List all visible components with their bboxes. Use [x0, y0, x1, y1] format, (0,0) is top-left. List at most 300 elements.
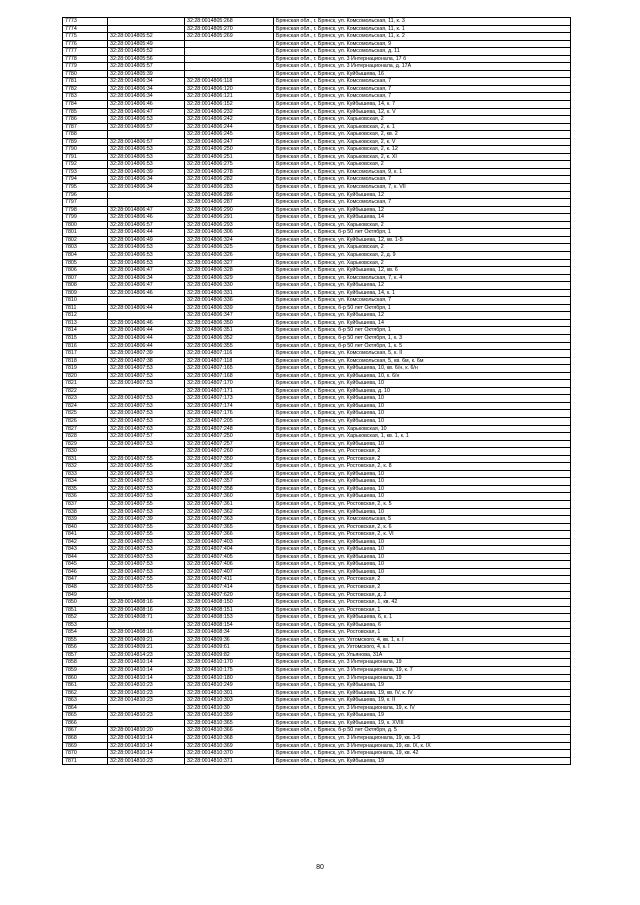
- row-number-cell: 7807: [63, 274, 108, 282]
- object-number-cell: 32:28:0014807:205: [185, 417, 274, 425]
- table-row: [63, 538, 571, 546]
- parcel-number-cell: [108, 131, 185, 139]
- row-number-cell: 7801: [63, 229, 108, 237]
- table-row: [63, 327, 571, 335]
- row-number-cell: 7844: [63, 553, 108, 561]
- address-cell: Брянская обл., г. Брянск, ул. Куйбышева, 6, к. 1: [274, 614, 571, 622]
- table-row: [63, 387, 571, 395]
- object-number-cell: 32:28:0014809:82: [185, 651, 274, 659]
- object-number-cell: 32:28:0014809:36: [185, 636, 274, 644]
- parcel-number-cell: 32:28:0014807:53: [108, 365, 185, 373]
- parcel-number-cell: 32:28:0014807:53: [108, 470, 185, 478]
- address-cell: Брянская обл., г. Брянск, ул. Ростовская, 2, к. 6: [274, 523, 571, 531]
- row-number-cell: 7862: [63, 689, 108, 697]
- row-number-cell: 7788: [63, 131, 108, 139]
- table-row: [63, 342, 571, 350]
- object-number-cell: 32:28:0014806:306: [185, 229, 274, 237]
- parcel-number-cell: 32:28:0014806:44: [108, 229, 185, 237]
- row-number-cell: 7811: [63, 304, 108, 312]
- table-row: [63, 267, 571, 275]
- address-cell: Брянская обл., г. Брянск, ул. 3 Интернационала, 17 б: [274, 55, 571, 63]
- row-number-cell: 7835: [63, 485, 108, 493]
- row-number-cell: 7864: [63, 704, 108, 712]
- row-number-cell: 7860: [63, 674, 108, 682]
- object-number-cell: 32:28:0014806:287: [185, 199, 274, 207]
- parcel-number-cell: 32:28:0014806:34: [108, 176, 185, 184]
- table-row: [63, 485, 571, 493]
- address-cell: Брянская обл., г. Брянск, ул. Комсомольская, 9: [274, 40, 571, 48]
- table-row: [63, 319, 571, 327]
- row-number-cell: 7815: [63, 334, 108, 342]
- parcel-number-cell: 32:28:0014806:57: [108, 138, 185, 146]
- object-number-cell: 32:28:0014807:116: [185, 350, 274, 358]
- object-number-cell: 32:28:0014810:368: [185, 734, 274, 742]
- parcel-number-cell: 32:28:0014806:47: [108, 206, 185, 214]
- object-number-cell: 32:28:0014806:291: [185, 214, 274, 222]
- address-cell: Брянская обл., г. Брянск, ул. 3 Интернационала, д. 17А: [274, 63, 571, 71]
- object-number-cell: 32:28:0014807:248: [185, 425, 274, 433]
- row-number-cell: 7831: [63, 455, 108, 463]
- parcel-number-cell: 32:28:0014806:53: [108, 161, 185, 169]
- row-number-cell: 7777: [63, 48, 108, 56]
- row-number-cell: 7781: [63, 78, 108, 86]
- row-number-cell: 7817: [63, 350, 108, 358]
- parcel-number-cell: 32:28:0014807:53: [108, 508, 185, 516]
- table-row: [63, 244, 571, 252]
- table-row: [63, 372, 571, 380]
- row-number-cell: 7824: [63, 402, 108, 410]
- table-row: [63, 116, 571, 124]
- row-number-cell: 7797: [63, 199, 108, 207]
- address-cell: Брянская обл., г. Брянск, ул. Харьковская, 2, к. 12: [274, 146, 571, 154]
- parcel-number-cell: 32:28:0014810:14: [108, 742, 185, 750]
- address-cell: Брянская обл., г. Брянск, ул. Ростовская, 2: [274, 448, 571, 456]
- object-number-cell: 32:28:0014807:352: [185, 463, 274, 471]
- row-number-cell: 7786: [63, 116, 108, 124]
- row-number-cell: 7839: [63, 516, 108, 524]
- parcel-number-cell: 32:28:0014806:53: [108, 259, 185, 267]
- object-number-cell: 32:28:0014810:303: [185, 697, 274, 705]
- address-cell: Брянская обл., г. Брянск, ул. Куйбышева, 12: [274, 206, 571, 214]
- row-number-cell: 7829: [63, 440, 108, 448]
- address-cell: Брянская обл., г. Брянск, ул. Харьковская, 2, д. 9: [274, 251, 571, 259]
- object-number-cell: 32:28:0014806:120: [185, 85, 274, 93]
- parcel-number-cell: 32:28:0014806:47: [108, 282, 185, 290]
- parcel-number-cell: [108, 199, 185, 207]
- table-row: [63, 221, 571, 229]
- object-number-cell: 32:28:0014810:366: [185, 727, 274, 735]
- table-row: [63, 682, 571, 690]
- parcel-number-cell: 32:28:0014810:23: [108, 712, 185, 720]
- table-row: [63, 410, 571, 418]
- parcel-number-cell: 32:28:0014810:14: [108, 659, 185, 667]
- address-cell: Брянская обл., г. Брянск, ул. Харьковская, 2: [274, 221, 571, 229]
- parcel-number-cell: 32:28:0014807:63: [108, 425, 185, 433]
- row-number-cell: 7848: [63, 584, 108, 592]
- object-number-cell: 32:28:0014807:350: [185, 455, 274, 463]
- table-row: [63, 750, 571, 758]
- parcel-number-cell: 32:28:0014809:21: [108, 636, 185, 644]
- parcel-number-cell: [108, 297, 185, 305]
- table-row: [63, 599, 571, 607]
- table-row: [63, 455, 571, 463]
- address-cell: Брянская обл., г. Брянск, ул. Куйбышева, 16: [274, 70, 571, 78]
- table-row: [63, 697, 571, 705]
- parcel-number-cell: 32:28:0014806:46: [108, 289, 185, 297]
- object-number-cell: 32:28:0014807:356: [185, 470, 274, 478]
- address-cell: Брянская обл., г. Брянск, ул. Ульянова, 31А: [274, 651, 571, 659]
- row-number-cell: 7810: [63, 297, 108, 305]
- object-number-cell: 32:28:0014806:152: [185, 101, 274, 109]
- parcel-number-cell: 32:28:0014810:23: [108, 682, 185, 690]
- object-number-cell: 32:28:0014810:359: [185, 712, 274, 720]
- address-cell: Брянская обл., г. Брянск, ул. Куйбышева, 10: [274, 538, 571, 546]
- row-number-cell: 7773: [63, 18, 108, 26]
- address-cell: Брянская обл., г. Брянск, ул. Куйбышева, 6: [274, 621, 571, 629]
- row-number-cell: 7778: [63, 55, 108, 63]
- address-cell: Брянская обл., г. Брянск, ул. Комсомольская, 11, к. 2: [274, 33, 571, 41]
- row-number-cell: 7870: [63, 750, 108, 758]
- address-cell: Брянская обл., г. Брянск, б-р 50 лет Октября, 1, к. 5: [274, 342, 571, 350]
- address-cell: Брянская обл., г. Брянск, ул. Комсомольская, 7: [274, 78, 571, 86]
- parcel-number-cell: 32:28:0014806:53: [108, 244, 185, 252]
- object-number-cell: 32:28:0014807:176: [185, 410, 274, 418]
- address-cell: Брянская обл., г. Брянск, ул. Куйбышева, 10: [274, 568, 571, 576]
- table-row: [63, 176, 571, 184]
- row-number-cell: 7841: [63, 531, 108, 539]
- parcel-number-cell: 32:28:0014807:55: [108, 523, 185, 531]
- parcel-number-cell: 32:28:0014808:16: [108, 599, 185, 607]
- parcel-number-cell: 32:28:0014806:53: [108, 146, 185, 154]
- row-number-cell: 7803: [63, 244, 108, 252]
- object-number-cell: 32:28:0014809:61: [185, 644, 274, 652]
- row-number-cell: 7821: [63, 380, 108, 388]
- row-number-cell: 7842: [63, 538, 108, 546]
- object-number-cell: 32:28:0014807:360: [185, 493, 274, 501]
- parcel-number-cell: 32:28:0014806:47: [108, 267, 185, 275]
- object-number-cell: 32:28:0014805:268: [185, 18, 274, 26]
- object-number-cell: 32:28:0014806:121: [185, 93, 274, 101]
- object-number-cell: 32:28:0014806:352: [185, 334, 274, 342]
- row-number-cell: 7806: [63, 267, 108, 275]
- address-cell: Брянская обл., г. Брянск, ул. Ростовская, 2: [274, 455, 571, 463]
- table-row: [63, 274, 571, 282]
- address-cell: Брянская обл., г. Брянск, ул. Куйбышева, 19, кв. IV, к. IV: [274, 689, 571, 697]
- object-number-cell: 32:28:0014808:34: [185, 629, 274, 637]
- parcel-number-cell: 32:28:0014807:55: [108, 455, 185, 463]
- table-row: [63, 55, 571, 63]
- parcel-number-cell: [108, 704, 185, 712]
- row-number-cell: 7846: [63, 568, 108, 576]
- row-number-cell: 7816: [63, 342, 108, 350]
- object-number-cell: 32:28:0014806:329: [185, 274, 274, 282]
- address-cell: Брянская обл., г. Брянск, ул. Ростовская, д. 2: [274, 591, 571, 599]
- table-row: [63, 402, 571, 410]
- object-number-cell: [185, 40, 274, 48]
- address-cell: Брянская обл., г. Брянск, ул. Ухтомского, 4, кв. 1, к. I: [274, 636, 571, 644]
- parcel-number-cell: 32:28:0014809:21: [108, 644, 185, 652]
- row-number-cell: 7869: [63, 742, 108, 750]
- row-number-cell: 7792: [63, 161, 108, 169]
- object-number-cell: 32:28:0014807:168: [185, 372, 274, 380]
- table-row: [63, 206, 571, 214]
- row-number-cell: 7814: [63, 327, 108, 335]
- row-number-cell: 7851: [63, 606, 108, 614]
- object-number-cell: 32:28:0014806:339: [185, 304, 274, 312]
- table-row: [63, 357, 571, 365]
- row-number-cell: 7825: [63, 410, 108, 418]
- table-row: [63, 304, 571, 312]
- parcel-number-cell: 32:28:0014807:53: [108, 538, 185, 546]
- row-number-cell: 7780: [63, 70, 108, 78]
- parcel-number-cell: 32:28:0014810:23: [108, 697, 185, 705]
- row-number-cell: 7782: [63, 85, 108, 93]
- object-number-cell: [185, 70, 274, 78]
- address-cell: Брянская обл., г. Брянск, б-р 50 лет Октября, 1: [274, 304, 571, 312]
- row-number-cell: 7832: [63, 463, 108, 471]
- table-row: [63, 229, 571, 237]
- table-row: [63, 591, 571, 599]
- address-cell: Брянская обл., г. Брянск, ул. Куйбышева, 19: [274, 757, 571, 765]
- table-row: [63, 259, 571, 267]
- row-number-cell: 7863: [63, 697, 108, 705]
- object-number-cell: 32:28:0014806:324: [185, 236, 274, 244]
- parcel-number-cell: 32:28:0014810:14: [108, 674, 185, 682]
- table-row: [63, 704, 571, 712]
- object-number-cell: 32:28:0014805:269: [185, 33, 274, 41]
- address-cell: Брянская обл., г. Брянск, ул. Куйбышева, 10: [274, 493, 571, 501]
- row-number-cell: 7823: [63, 395, 108, 403]
- row-number-cell: 7843: [63, 546, 108, 554]
- row-number-cell: 7799: [63, 214, 108, 222]
- address-cell: Брянская обл., г. Брянск, ул. Комсомольская, 11, к. 3: [274, 18, 571, 26]
- object-number-cell: 32:28:0014810:365: [185, 719, 274, 727]
- table-row: [63, 33, 571, 41]
- address-cell: Брянская обл., г. Брянск, ул. Куйбышева, 14, к. 1: [274, 289, 571, 297]
- table-row: [63, 470, 571, 478]
- row-number-cell: 7858: [63, 659, 108, 667]
- table-row: [63, 614, 571, 622]
- address-cell: Брянская обл., г. Брянск, ул. Куйбышева, 10: [274, 470, 571, 478]
- table-row: [63, 153, 571, 161]
- row-number-cell: 7838: [63, 508, 108, 516]
- row-number-cell: 7867: [63, 727, 108, 735]
- table-row: [63, 531, 571, 539]
- row-number-cell: 7847: [63, 576, 108, 584]
- object-number-cell: 32:28:0014807:250: [185, 433, 274, 441]
- address-cell: Брянская обл., г. Брянск, ул. Куйбышева, 12, к. V: [274, 108, 571, 116]
- row-number-cell: 7830: [63, 448, 108, 456]
- table-row: [63, 448, 571, 456]
- row-number-cell: 7783: [63, 93, 108, 101]
- address-cell: Брянская обл., г. Брянск, ул. Куйбышева, 10: [274, 546, 571, 554]
- table-row: [63, 297, 571, 305]
- object-number-cell: 32:28:0014806:325: [185, 244, 274, 252]
- row-number-cell: 7845: [63, 561, 108, 569]
- object-number-cell: 32:28:0014807:171: [185, 387, 274, 395]
- object-number-cell: 32:28:0014807:362: [185, 508, 274, 516]
- object-number-cell: 32:28:0014810:249: [185, 682, 274, 690]
- row-number-cell: 7791: [63, 153, 108, 161]
- address-cell: Брянская обл., г. Брянск, ул. Куйбышева, 10: [274, 561, 571, 569]
- parcel-number-cell: 32:28:0014807:53: [108, 493, 185, 501]
- parcel-number-cell: 32:28:0014807:39: [108, 350, 185, 358]
- table-row: [63, 365, 571, 373]
- address-cell: Брянская обл., г. Брянск, ул. Ростовская, 1, кв. 42: [274, 599, 571, 607]
- object-number-cell: 32:28:0014806:250: [185, 146, 274, 154]
- object-number-cell: 32:28:0014807:170: [185, 380, 274, 388]
- row-number-cell: 7827: [63, 425, 108, 433]
- table-row: [63, 576, 571, 584]
- table-row: [63, 18, 571, 26]
- table-row: [63, 629, 571, 637]
- object-number-cell: 32:28:0014807:407: [185, 568, 274, 576]
- parcel-number-cell: 32:28:0014806:34: [108, 184, 185, 192]
- row-number-cell: 7787: [63, 123, 108, 131]
- parcel-number-cell: 32:28:0014807:53: [108, 553, 185, 561]
- object-number-cell: 32:28:0014807:414: [185, 584, 274, 592]
- table-row: [63, 214, 571, 222]
- table-row: [63, 516, 571, 524]
- address-cell: Брянская обл., г. Брянск, ул. Куйбышева, 19, к. II: [274, 697, 571, 705]
- object-number-cell: 32:28:0014807:406: [185, 561, 274, 569]
- address-cell: Брянская обл., г. Брянск, ул. Куйбышева, 10: [274, 553, 571, 561]
- address-cell: Брянская обл., г. Брянск, ул. Харьковская, 2: [274, 116, 571, 124]
- parcel-number-cell: 32:28:0014806:44: [108, 327, 185, 335]
- table-row: [63, 478, 571, 486]
- table-row: [63, 568, 571, 576]
- address-cell: Брянская обл., г. Брянск, ул. 3 Интернационала, 19, к. 7: [274, 667, 571, 675]
- object-number-cell: 32:28:0014806:336: [185, 297, 274, 305]
- row-number-cell: 7805: [63, 259, 108, 267]
- object-number-cell: [185, 48, 274, 56]
- object-number-cell: 32:28:0014808:150: [185, 599, 274, 607]
- address-cell: Брянская обл., г. Брянск, ул. Комсомольская, 11, к. 1: [274, 25, 571, 33]
- parcel-number-cell: 32:28:0014805:49: [108, 40, 185, 48]
- parcel-number-cell: [108, 18, 185, 26]
- parcel-number-cell: 32:28:0014805:52: [108, 33, 185, 41]
- table-row: [63, 123, 571, 131]
- parcel-number-cell: 32:28:0014806:34: [108, 274, 185, 282]
- object-number-cell: 32:28:0014807:257: [185, 440, 274, 448]
- object-number-cell: 32:28:0014807:361: [185, 501, 274, 509]
- table-row: [63, 78, 571, 86]
- parcel-number-cell: 32:28:0014807:55: [108, 501, 185, 509]
- parcel-number-cell: 32:28:0014807:39: [108, 516, 185, 524]
- row-number-cell: 7854: [63, 629, 108, 637]
- parcel-number-cell: 32:28:0014810:20: [108, 727, 185, 735]
- table-row: [63, 553, 571, 561]
- row-number-cell: 7840: [63, 523, 108, 531]
- row-number-cell: 7776: [63, 40, 108, 48]
- object-number-cell: 32:28:0014806:278: [185, 168, 274, 176]
- table-row: [63, 101, 571, 109]
- address-cell: Брянская обл., г. Брянск, ул. Ростовская, 2: [274, 584, 571, 592]
- parcel-number-cell: 32:28:0014808:71: [108, 614, 185, 622]
- row-number-cell: 7852: [63, 614, 108, 622]
- table-row: [63, 146, 571, 154]
- object-number-cell: 32:28:0014807:358: [185, 485, 274, 493]
- object-number-cell: 32:28:0014806:118: [185, 78, 274, 86]
- table-row: [63, 561, 571, 569]
- table-row: [63, 734, 571, 742]
- parcel-number-cell: 32:28:0014806:53: [108, 251, 185, 259]
- row-number-cell: 7790: [63, 146, 108, 154]
- address-cell: Брянская обл., г. Брянск, ул. Куйбышева, 10: [274, 485, 571, 493]
- parcel-number-cell: 32:28:0014807:53: [108, 380, 185, 388]
- parcel-number-cell: 32:28:0014808:16: [108, 629, 185, 637]
- object-number-cell: 32:28:0014810:170: [185, 659, 274, 667]
- row-number-cell: 7794: [63, 176, 108, 184]
- table-row: [63, 131, 571, 139]
- parcel-number-cell: 32:28:0014806:49: [108, 236, 185, 244]
- address-cell: Брянская обл., г. Брянск, б-р 50 лет Октября, 1: [274, 229, 571, 237]
- address-cell: Брянская обл., г. Брянск, б-р 50 лет Октября, 1, к. 3: [274, 334, 571, 342]
- parcel-number-cell: 32:28:0014806:44: [108, 304, 185, 312]
- parcel-number-cell: 32:28:0014806:34: [108, 85, 185, 93]
- table-row: [63, 85, 571, 93]
- address-cell: Брянская обл., г. Брянск, ул. Куйбышева, д. 10: [274, 387, 571, 395]
- parcel-number-cell: 32:28:0014807:53: [108, 440, 185, 448]
- table-row: [63, 40, 571, 48]
- address-cell: Брянская обл., г. Брянск, ул. Куйбышева, 10: [274, 417, 571, 425]
- object-number-cell: 32:28:0014806:283: [185, 184, 274, 192]
- object-number-cell: 32:28:0014806:327: [185, 259, 274, 267]
- table-row: [63, 168, 571, 176]
- row-number-cell: 7802: [63, 236, 108, 244]
- object-number-cell: [185, 55, 274, 63]
- row-number-cell: 7820: [63, 372, 108, 380]
- address-cell: Брянская обл., г. Брянск, ул. Харьковская, 2: [274, 259, 571, 267]
- parcel-number-cell: 32:28:0014806:34: [108, 93, 185, 101]
- object-number-cell: 32:28:0014806:355: [185, 342, 274, 350]
- table-row: [63, 689, 571, 697]
- object-number-cell: 32:28:0014807:118: [185, 357, 274, 365]
- table-row: [63, 25, 571, 33]
- parcel-number-cell: 32:28:0014814:23: [108, 651, 185, 659]
- parcel-number-cell: 32:28:0014807:53: [108, 417, 185, 425]
- parcel-number-cell: [108, 191, 185, 199]
- object-number-cell: 32:28:0014807:165: [185, 365, 274, 373]
- table-row: [63, 584, 571, 592]
- address-cell: Брянская обл., г. Брянск, ул. Комсомольская, 7: [274, 85, 571, 93]
- parcel-number-cell: 32:28:0014805:52: [108, 48, 185, 56]
- object-number-cell: 32:28:0014807:403: [185, 538, 274, 546]
- address-cell: Брянская обл., г. Брянск, ул. Ростовская, 2, к. 8: [274, 463, 571, 471]
- table-row: [63, 433, 571, 441]
- object-number-cell: 32:28:0014810:301: [185, 689, 274, 697]
- row-number-cell: 7775: [63, 33, 108, 41]
- table-row: [63, 606, 571, 614]
- parcel-number-cell: [108, 591, 185, 599]
- table-row: [63, 312, 571, 320]
- address-cell: Брянская обл., г. Брянск, ул. 3 Интернационала, 19: [274, 674, 571, 682]
- parcel-number-cell: 32:28:0014807:53: [108, 568, 185, 576]
- address-cell: Брянская обл., г. Брянск, ул. Комсомольская, 5, кв. 6м, к. 6м: [274, 357, 571, 365]
- address-cell: Брянская обл., г. Брянск, ул. Куйбышева, 14: [274, 319, 571, 327]
- table-row: [63, 70, 571, 78]
- row-number-cell: 7826: [63, 417, 108, 425]
- parcel-number-cell: 32:28:0014807:57: [108, 433, 185, 441]
- object-number-cell: 32:28:0014806:330: [185, 282, 274, 290]
- object-number-cell: 32:28:0014807:404: [185, 546, 274, 554]
- parcel-number-cell: 32:28:0014806:44: [108, 334, 185, 342]
- row-number-cell: 7822: [63, 387, 108, 395]
- parcel-number-cell: [108, 621, 185, 629]
- row-number-cell: 7813: [63, 319, 108, 327]
- row-number-cell: 7779: [63, 63, 108, 71]
- parcel-number-cell: 32:28:0014806:57: [108, 123, 185, 131]
